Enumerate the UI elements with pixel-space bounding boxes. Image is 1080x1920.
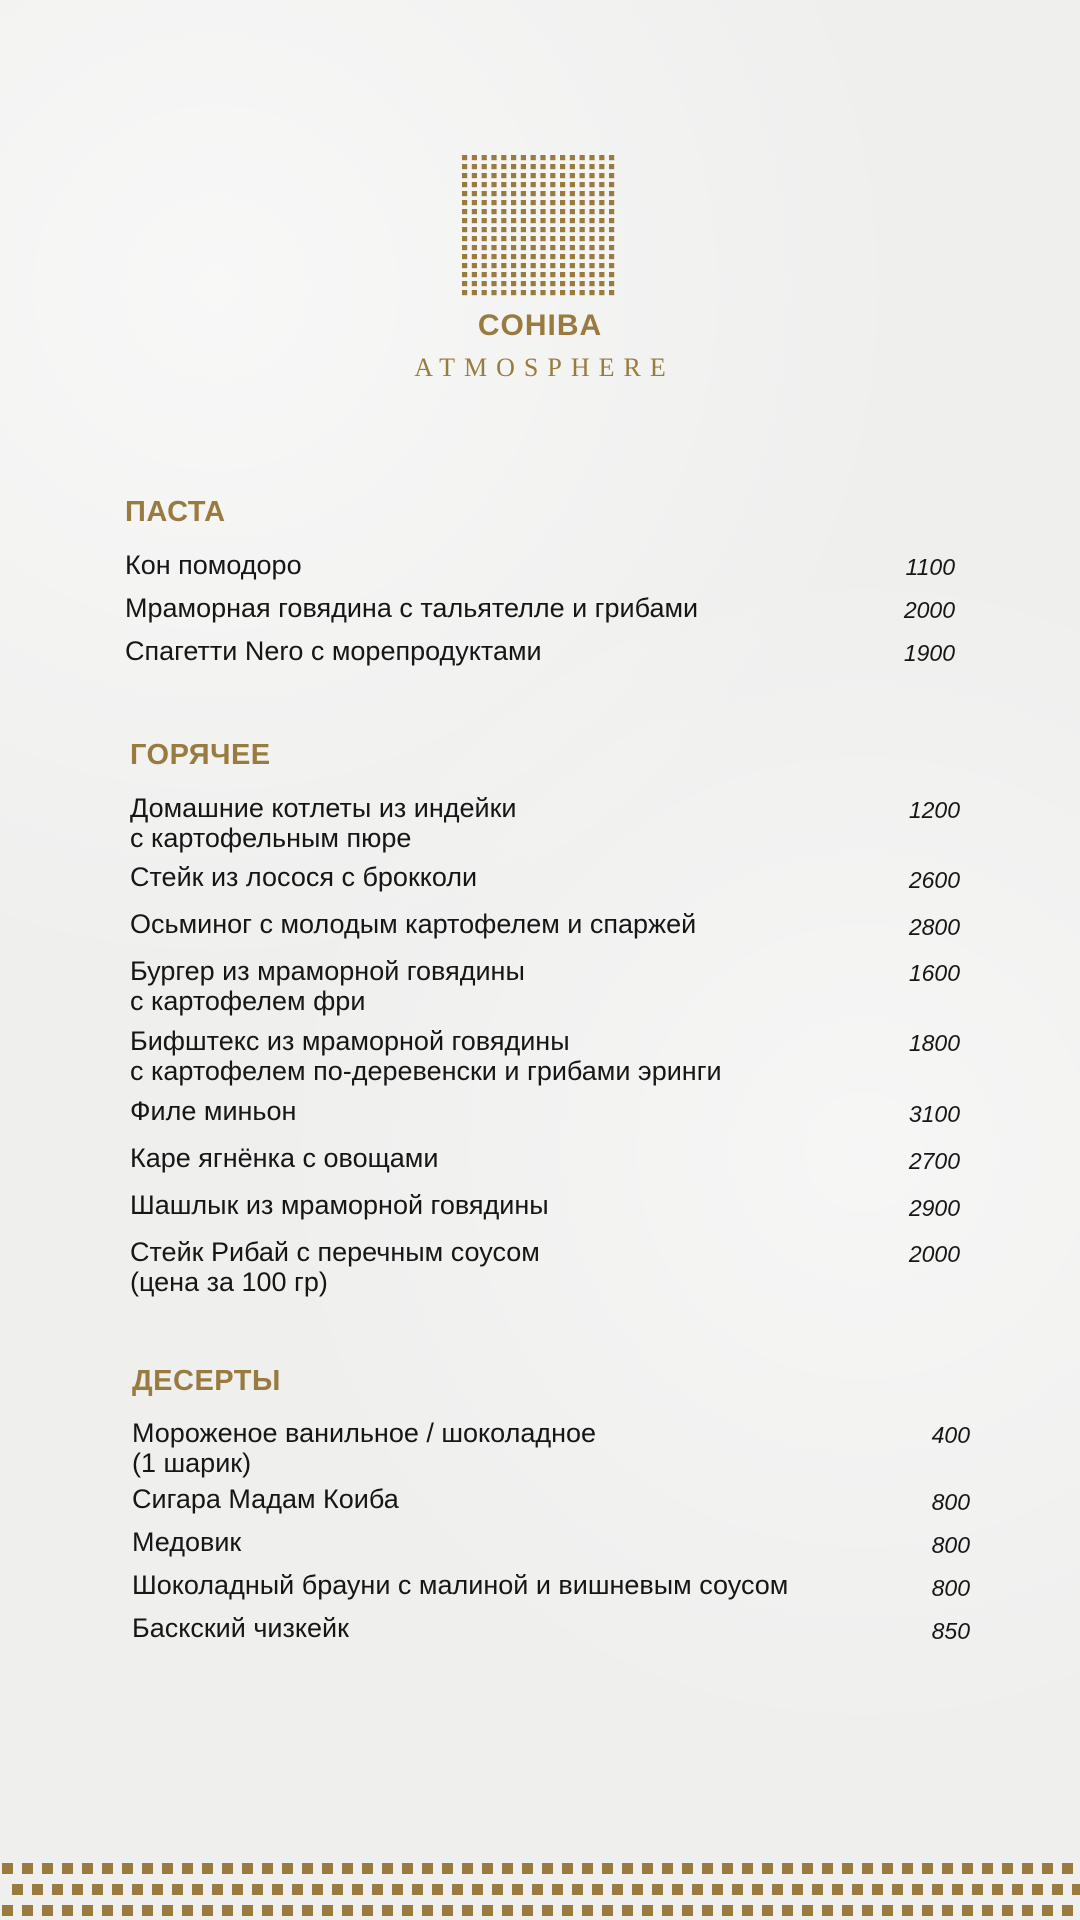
item-price: 850 (931, 1618, 970, 1644)
item-price: 2700 (908, 1148, 960, 1174)
item-price: 800 (931, 1489, 970, 1515)
section-title: ГОРЯЧЕЕ (130, 739, 271, 771)
section-title: ДЕСЕРТЫ (132, 1365, 281, 1397)
item-price: 1200 (908, 797, 960, 823)
item-price: 3100 (908, 1101, 960, 1127)
item-name: Мраморная говядина с тальятелле и грибами (125, 593, 699, 623)
item-name: Шоколадный брауни с малиной и вишневым соусом (132, 1570, 789, 1600)
brand-name: COHIBA (477, 309, 603, 342)
section-pasta (125, 496, 955, 666)
item-price: 2000 (903, 597, 955, 623)
item-name: Кон помодоро (125, 550, 302, 580)
item-name: Домашние котлеты из индейки с картофельным пюре (130, 793, 517, 853)
item-price: 800 (931, 1532, 970, 1558)
brand-subtitle: ATMOSPHERE (414, 353, 675, 382)
item-name: Сигара Мадам Коиба (132, 1484, 399, 1514)
dot-border-decoration (0, 1860, 1080, 1920)
item-price: 2600 (908, 867, 960, 893)
item-name: Спагетти Nero с морепродуктами (125, 636, 542, 666)
item-name: Стейк Рибай с перечным соусом (цена за 100 гр) (130, 1237, 540, 1297)
item-name: Филе миньон (130, 1096, 297, 1126)
item-name: Баскский чизкейк (132, 1613, 349, 1643)
item-price: 1600 (908, 960, 960, 986)
item-price: 400 (931, 1422, 970, 1448)
item-price: 2000 (908, 1241, 960, 1267)
item-price: 1900 (903, 640, 955, 666)
dot-grid-logo-icon (462, 155, 618, 299)
section-desserts (132, 1365, 970, 1644)
section-title: ПАСТА (125, 496, 226, 528)
item-name: Шашлык из мраморной говядины (130, 1190, 549, 1220)
brand-logo (0, 155, 1080, 381)
item-price: 2800 (908, 914, 960, 940)
item-price: 800 (931, 1575, 970, 1601)
item-name: Мороженое ванильное / шоколадное (1 шарик) (132, 1418, 597, 1478)
section-hot (130, 739, 960, 1297)
item-price: 1800 (908, 1030, 960, 1056)
item-name: Медовик (132, 1527, 242, 1557)
item-name: Стейк из лосося с брокколи (130, 862, 478, 892)
item-price: 2900 (908, 1195, 960, 1221)
item-price: 1100 (905, 554, 955, 580)
item-name: Каре ягнёнка с овощами (130, 1143, 439, 1173)
item-name: Бургер из мраморной говядины с картофелем фри (130, 956, 525, 1016)
item-name: Бифштекс из мраморной говядины с картофелем по-деревенски и грибами эринги (130, 1026, 722, 1086)
item-name: Осьминог с молодым картофелем и спаржей (130, 909, 697, 939)
